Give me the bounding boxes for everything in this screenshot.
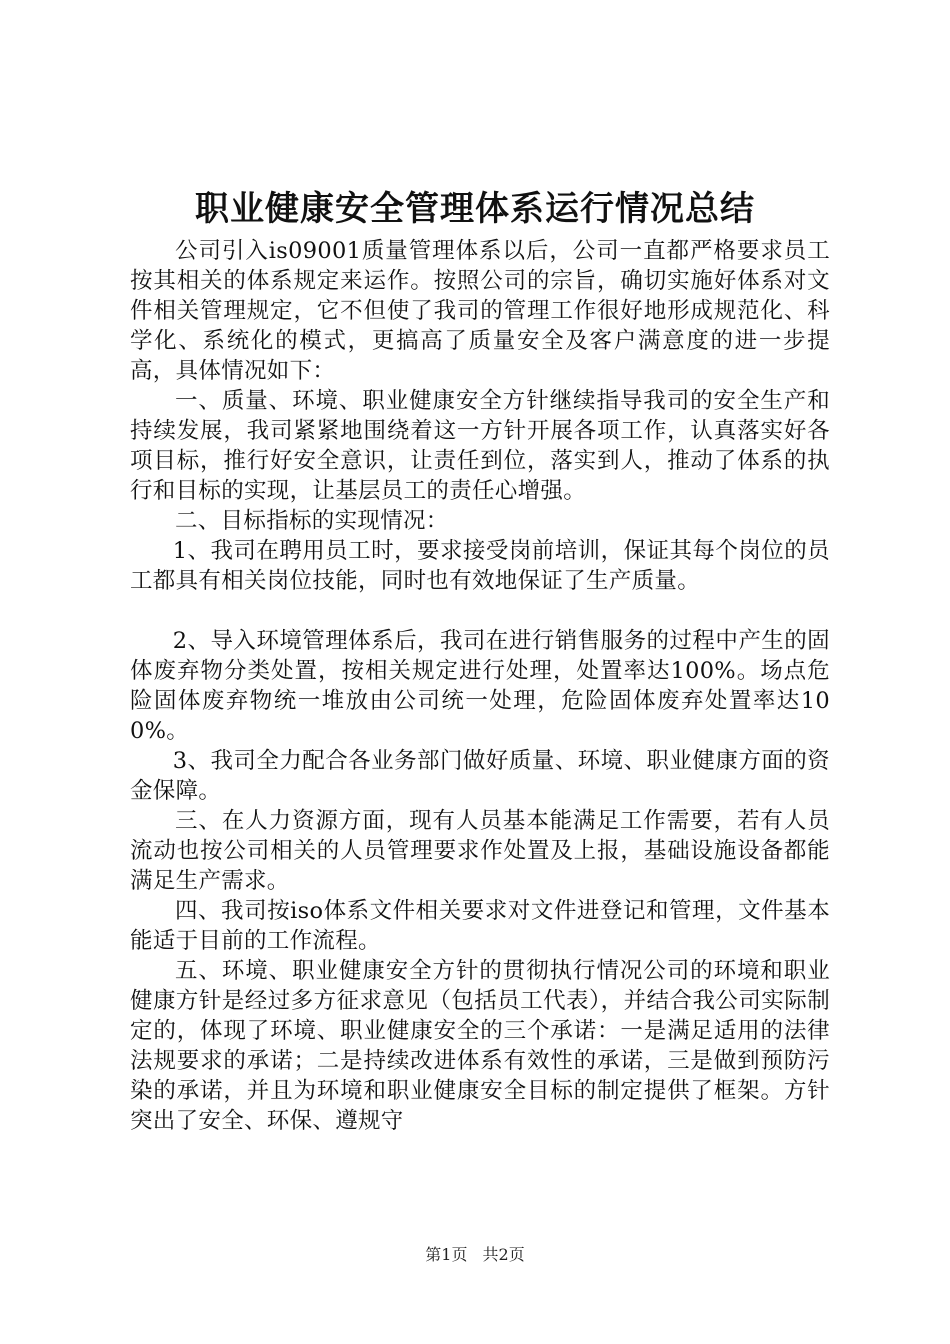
paragraph-item-1: 1、我司在聘用员工时，要求接受岗前培训，保证其每个岗位的员工都具有相关岗位技能，同时也有效地保证了生产质量。 [130, 538, 830, 594]
page-number: 第1页 [425, 1245, 468, 1264]
paragraph-section-3: 三、在人力资源方面，现有人员基本能满足工作需要，若有人员流动也按公司相关的人员管理要求作处置及上报，基础设施设备都能满足生产需求。 [130, 808, 830, 894]
paragraph-section-2-heading: 二、目标指标的实现情况： [175, 508, 449, 534]
paragraph-item-2: 2、导入环境管理体系后，我司在进行销售服务的过程中产生的固体废弃物分类处置，按相关规定进行处理，处置率达100%。场点危险固体废弃物统一堆放由公司统一处理，危险固体废弃处置率达100%。 [130, 628, 830, 744]
paragraph-section-5: 五、环境、职业健康安全方针的贯彻执行情况公司的环境和职业健康方针是经过多方征求意见（包括员工代表），并结合我公司实际制定的，体现了环境、职业健康安全的三个承诺：一是满足适用的法律法规要求的承诺；二是持续改进体系有效性的承诺，三是做到预防污染的承诺，并且为环境和职业健康安全目标的制定提供了框架。方针突出了安全、环保、遵规守 [130, 958, 830, 1134]
paragraph-item-3: 3、我司全力配合各业务部门做好质量、环境、职业健康方面的资金保障。 [130, 748, 830, 804]
document-body [130, 236, 830, 1136]
paragraph-intro: 公司引入is09001质量管理体系以后，公司一直都严格要求员工按其相关的体系规定来运作。按照公司的宗旨，确切实施好体系对文件相关管理规定，它不但使了我司的管理工作很好地形成规范化、科学化、系统化的模式，更搞高了质量安全及客户满意度的进一步提高，具体情况如下： [130, 238, 830, 384]
document-title: 职业健康安全管理体系运行情况总结 [195, 189, 755, 229]
page-total: 共2页 [482, 1245, 525, 1264]
paragraph-section-1: 一、质量、环境、职业健康安全方针继续指导我司的安全生产和持续发展，我司紧紧地围绕着这一方针开展各项工作，认真落实好各项目标，推行好安全意识，让责任到位，落实到人，推动了体系的执行和目标的实现，让基层员工的责任心增强。 [130, 388, 830, 504]
paragraph-section-4: 四、我司按iso体系文件相关要求对文件进登记和管理，文件基本能适于目前的工作流程。 [130, 898, 830, 954]
page-footer [0, 1244, 950, 1266]
